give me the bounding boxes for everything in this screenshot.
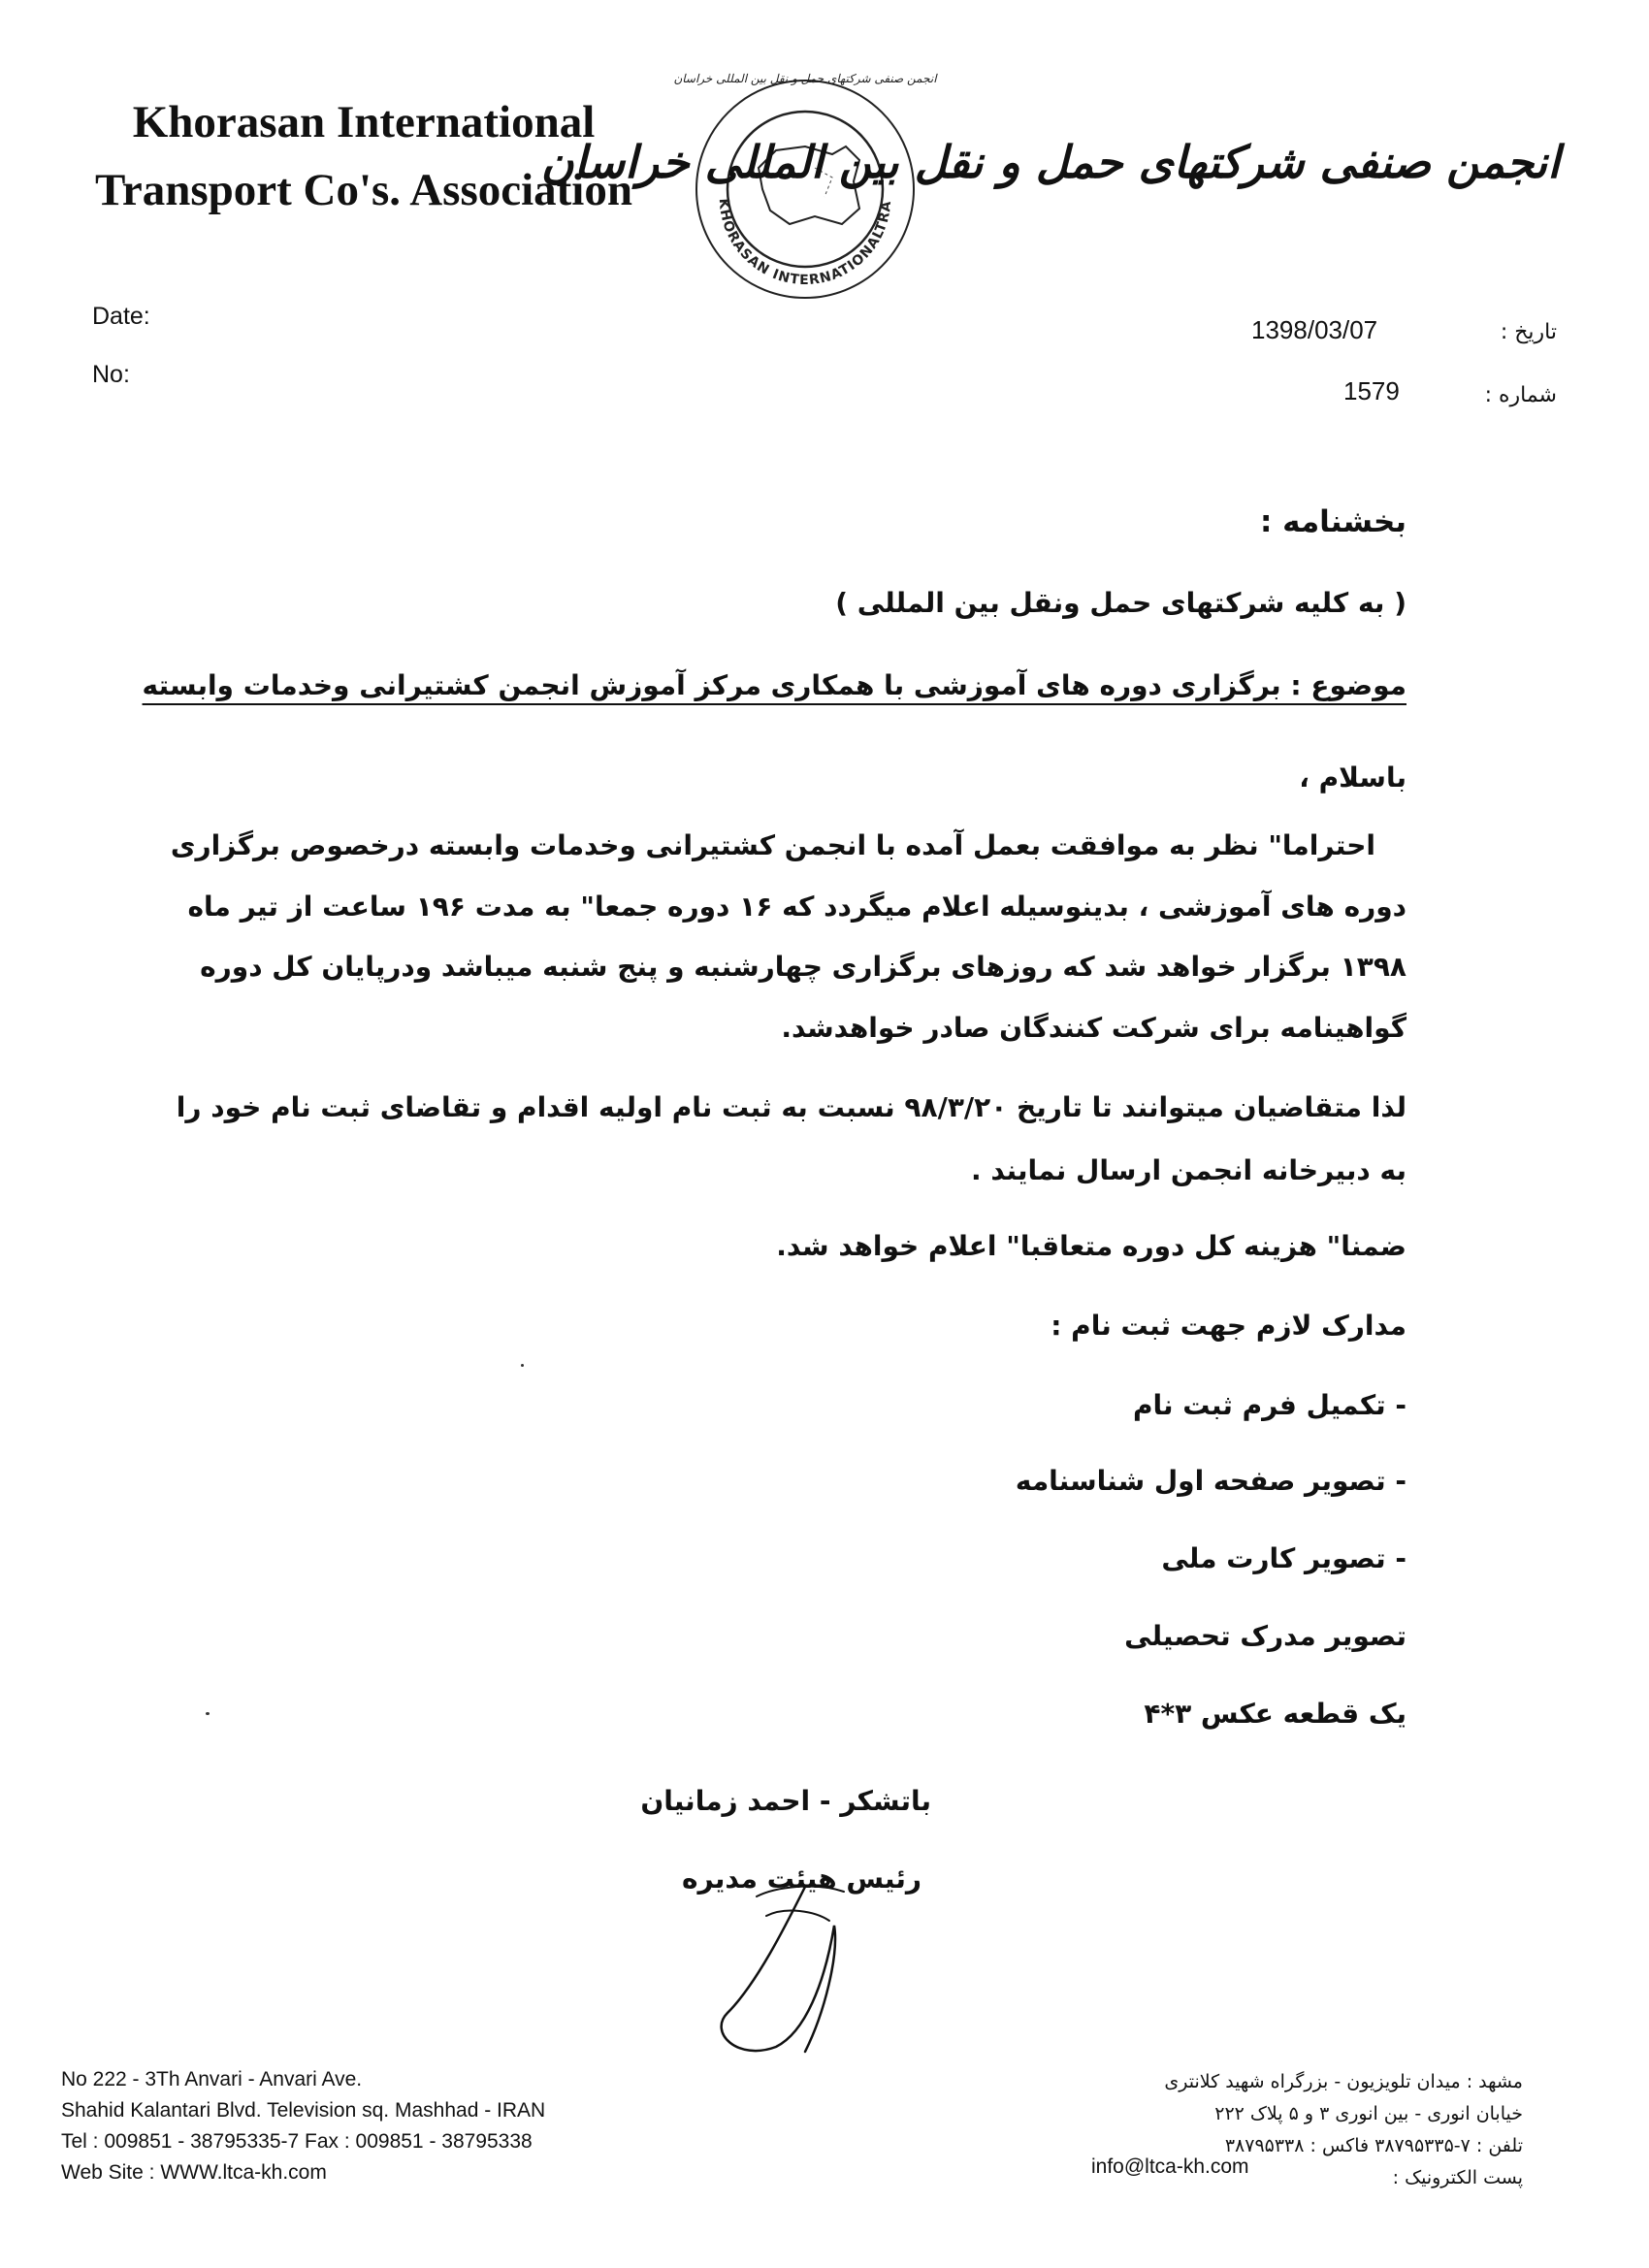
english-name-line2: Transport Co's. Association — [94, 165, 633, 215]
docs-item: تصویر مدرک تحصیلی — [1124, 1620, 1406, 1652]
footer-email[interactable]: info@ltca-kh.com — [1091, 2155, 1249, 2178]
date-label: Date: — [92, 303, 150, 330]
docs-item: - تکمیل فرم ثبت نام — [1132, 1389, 1406, 1421]
seal-icon — [669, 53, 941, 325]
closing-line: باتشکر - احمد زمانیان — [640, 1785, 931, 1817]
no-label: No: — [92, 361, 130, 388]
signer-title: رئیس هیئت مدیره — [681, 1863, 922, 1895]
stray-dot — [206, 1712, 210, 1715]
footer-fa-line: مشهد : میدان تلویزیون - بزرگراه شهید کلانتری — [1164, 2071, 1523, 2092]
seal-fa-text: انجمن صنفی شرکتهای حمل و نقل بین المللی خراسان — [673, 72, 937, 85]
greeting: باسلام ، — [1299, 761, 1406, 794]
number-value: 1579 — [1343, 376, 1400, 405]
footer-en-line: Tel : 009851 - 38795335-7 Fax : 009851 - 38795338 — [61, 2130, 533, 2153]
paragraph1-line: دوره های آموزشی ، بدینوسیله اعلام میگردد که ۱۶ دوره جمعا" به مدت ۱۹۶ ساعت از تیر ماه — [187, 891, 1406, 923]
paragraph1-line: احتراما" نظر به موافقت بعمل آمده با انجمن کشتیرانی وخدمات وابسته درخصوص برگزاری — [170, 829, 1375, 861]
footer-en-line: No 222 - 3Th Anvari - Anvari Ave. — [61, 2068, 363, 2090]
paragraph1-line: ۱۳۹۸ برگزار خواهد شد که روزهای برگزاری چهارشنبه و پنج شنبه میباشد ودرپایان کل دوره — [200, 951, 1406, 983]
paragraph2-line: به دبیرخانه انجمن ارسال نمایند . — [970, 1154, 1406, 1186]
docs-item: - تصویر صفحه اول شناسنامه — [1015, 1465, 1406, 1497]
stray-dot — [521, 1364, 524, 1367]
persian-name: انجمن صنفی شرکتهای حمل و نقل بین المللی خراسان — [540, 136, 1560, 188]
seal-text: KHORASAN INTERNATIONALTRA — [715, 198, 895, 289]
date-label-fa: تاریخ : — [1500, 320, 1557, 344]
docs-item: - تصویر کارت ملی — [1161, 1542, 1406, 1574]
association-seal — [669, 53, 941, 325]
footer-address-en — [61, 2064, 545, 2188]
docs-heading: مدارک لازم جهت ثبت نام : — [1051, 1310, 1406, 1342]
letter-heading: بخشنامه : — [1259, 504, 1406, 539]
footer-fa-line: تلفن : ۷-۳۸۷۹۵۳۳۵ فاکس : ۳۸۷۹۵۳۳۸ — [1224, 2135, 1523, 2156]
paragraph2-line: لذا متقاضیان میتوانند تا تاریخ ۹۸/۳/۲۰ نسبت به ثبت نام اولیه اقدام و تقاضای ثبت نام خود را — [176, 1091, 1406, 1123]
handwritten-signature — [698, 1867, 892, 2071]
docs-item: یک قطعه عکس ۳*۴ — [1144, 1698, 1406, 1730]
footer-fa-line — [980, 2162, 1523, 2194]
footer-fa-line: خیابان انوری - بین انوری ۳ و ۵ پلاک ۲۲۲ — [1214, 2103, 1523, 2124]
number-label-fa: شماره : — [1484, 383, 1557, 407]
footer-en-line: Shahid Kalantari Blvd. Television sq. Mashhad - IRAN — [61, 2099, 546, 2122]
footer-en-line: Web Site : WWW.ltca-kh.com — [61, 2161, 327, 2184]
english-name-line1: Khorasan International — [132, 97, 596, 147]
footer-address-fa — [980, 2066, 1523, 2194]
date-value: 1398/03/07 — [1251, 315, 1378, 344]
paragraph3: ضمنا" هزینه کل دوره متعاقبا" اعلام خواهد شد. — [776, 1230, 1406, 1262]
recipient-line: ( به کلیه شرکتهای حمل ونقل بین المللی ) — [835, 587, 1406, 619]
paragraph1-line: گواهینامه برای شرکت کنندگان صادر خواهدشد. — [781, 1012, 1406, 1044]
email-label-fa: پست الکترونیک : — [1392, 2167, 1523, 2188]
subject-line: موضوع : برگزاری دوره های آموزشی با همکاری مرکز آموزش انجمن کشتیرانی وخدمات وابسته — [142, 669, 1406, 701]
